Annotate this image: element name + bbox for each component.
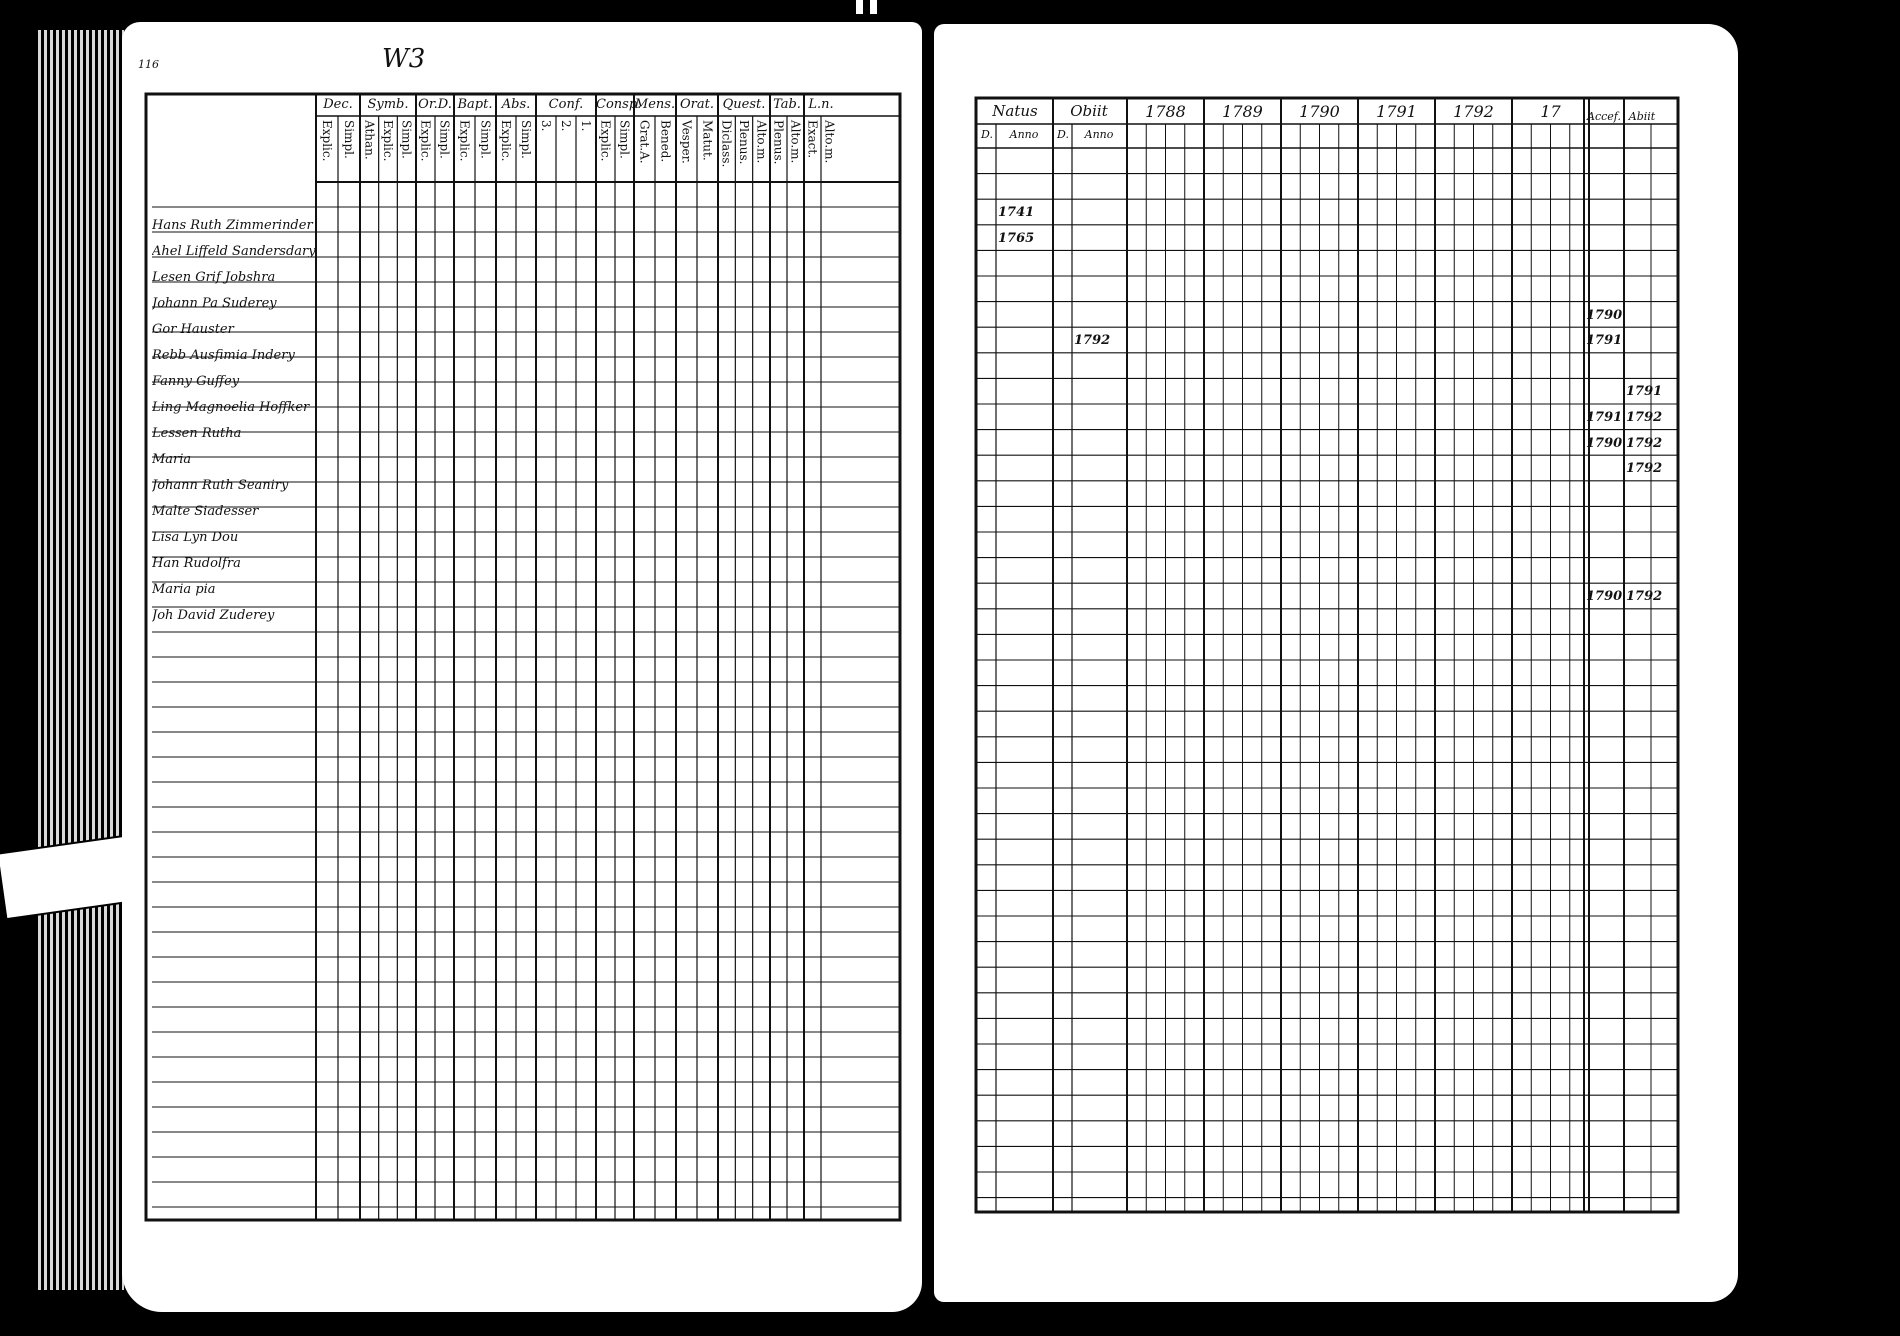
column-subheader: Simpl. — [437, 120, 452, 159]
column-subheader: Exact. — [805, 120, 820, 159]
column-header: Symb. — [367, 97, 409, 112]
register-entry: 1765 — [998, 230, 1035, 246]
column-subheader: Simpl. — [478, 120, 493, 159]
column-subheader: Alto.m. — [754, 120, 769, 164]
register-entry: 1790 — [1586, 435, 1623, 451]
year-header: 1790 — [1299, 102, 1340, 121]
column-subheader: Diclass. — [719, 120, 734, 168]
person-name: Han Rudolfra — [152, 556, 241, 571]
column-header: Mens. — [634, 97, 676, 112]
person-name: Maria pia — [152, 582, 216, 597]
register-entry: 1790 — [1586, 307, 1623, 323]
column-subheader: Explic. — [499, 120, 513, 162]
year-header: 1789 — [1222, 102, 1263, 121]
person-name: Rebb Ausfimia Indery — [152, 348, 295, 363]
column-subheader: Explic. — [457, 120, 472, 162]
year-header: 17 — [1540, 102, 1561, 121]
obiit-anno-header: Anno — [1084, 128, 1114, 141]
register-entry: 1792 — [1626, 435, 1663, 451]
register-entry: 1792 — [1074, 333, 1111, 349]
right-table-grid — [934, 24, 1738, 1302]
column-subheader: Simpl. — [519, 120, 533, 159]
register-entry: 1741 — [998, 205, 1035, 221]
page-heading: W3 — [382, 44, 426, 74]
column-header: Consp. — [596, 97, 642, 112]
column-header: Bapt. — [457, 97, 493, 112]
person-name: Lessen Rutha — [152, 426, 242, 441]
column-subheader: Matut. — [700, 120, 715, 161]
register-entry: 1792 — [1626, 410, 1663, 425]
column-header: Tab. — [773, 97, 801, 112]
person-name: Fanny Guffey — [152, 374, 240, 389]
column-header: Quest. — [722, 97, 766, 112]
table-border — [976, 98, 1678, 1212]
clip-mark — [856, 0, 863, 14]
page-number: 116 — [138, 58, 159, 71]
person-name: Lisa Lyn Dou — [152, 530, 239, 545]
person-name: Malte Siadesser — [152, 504, 259, 519]
person-name: Ahel Liffeld Sandersdary — [152, 244, 316, 259]
column-subheader: Athan. — [362, 120, 377, 160]
obiit-header: Obiit — [1070, 102, 1108, 120]
person-name: Johann Pa Suderey — [152, 296, 277, 311]
person-name: Gor Hauster — [152, 322, 234, 337]
column-header: Dec. — [323, 97, 353, 112]
register-entry: 1792 — [1626, 461, 1663, 477]
year-header: 1791 — [1376, 102, 1417, 121]
person-name: Ling Magnoelia Hoffker — [152, 400, 310, 415]
left-table-grid — [122, 22, 922, 1312]
column-subheader: Alto.m. — [788, 120, 803, 164]
person-name: Hans Ruth Zimmerinder — [152, 218, 313, 233]
book-spine — [922, 0, 934, 1336]
column-header: Orat. — [680, 97, 714, 112]
obiit-d-header: D. — [1057, 128, 1069, 141]
column-subheader: 1. — [579, 120, 593, 132]
column-subheader: Plenus. — [737, 120, 751, 165]
column-header: Conf. — [548, 97, 584, 112]
natus-anno-header: Anno — [1009, 128, 1039, 141]
accessit-header: Accef. — [1587, 110, 1621, 123]
year-header: 1788 — [1145, 102, 1186, 121]
column-subheader: Simpl. — [342, 120, 356, 159]
person-name: Lesen Grif Jobshra — [152, 270, 276, 285]
abiit-header: Abiit — [1628, 110, 1656, 123]
clip-mark — [870, 0, 877, 14]
natus-header: Natus — [992, 102, 1038, 120]
register-entry: 1791 — [1626, 384, 1663, 400]
column-subheader: 3. — [539, 120, 553, 132]
column-subheader: Alto.m. — [822, 120, 837, 164]
column-subheader: Simpl. — [399, 120, 414, 159]
column-subheader: Vesper. — [679, 120, 694, 164]
column-subheader: Simpl. — [617, 120, 632, 159]
register-entry: 1791 — [1586, 410, 1623, 425]
register-entry: 1791 — [1586, 333, 1623, 349]
right-page — [934, 24, 1738, 1302]
column-subheader: Plenus. — [771, 120, 786, 165]
column-header: Abs. — [501, 97, 531, 112]
left-page — [122, 22, 922, 1312]
column-subheader: Explic. — [598, 120, 613, 162]
natus-d-header: D. — [981, 128, 993, 141]
column-header: Or.D. — [418, 97, 452, 112]
person-name: Joh David Zuderey — [152, 608, 275, 623]
column-subheader: Bened. — [658, 120, 673, 163]
person-name: Maria — [152, 452, 192, 467]
year-header: 1792 — [1453, 102, 1494, 121]
book-edge — [38, 30, 124, 1290]
column-subheader: Explic. — [320, 120, 334, 162]
column-subheader: Explic. — [418, 120, 433, 162]
column-subheader: Explic. — [381, 120, 395, 162]
person-name: Johann Ruth Seaniry — [152, 478, 289, 493]
column-header: L.n. — [808, 97, 834, 112]
column-subheader: Grat.A. — [637, 120, 652, 164]
column-subheader: 2. — [559, 120, 573, 132]
register-entry: 1790 — [1586, 589, 1623, 605]
register-entry: 1792 — [1626, 589, 1663, 605]
